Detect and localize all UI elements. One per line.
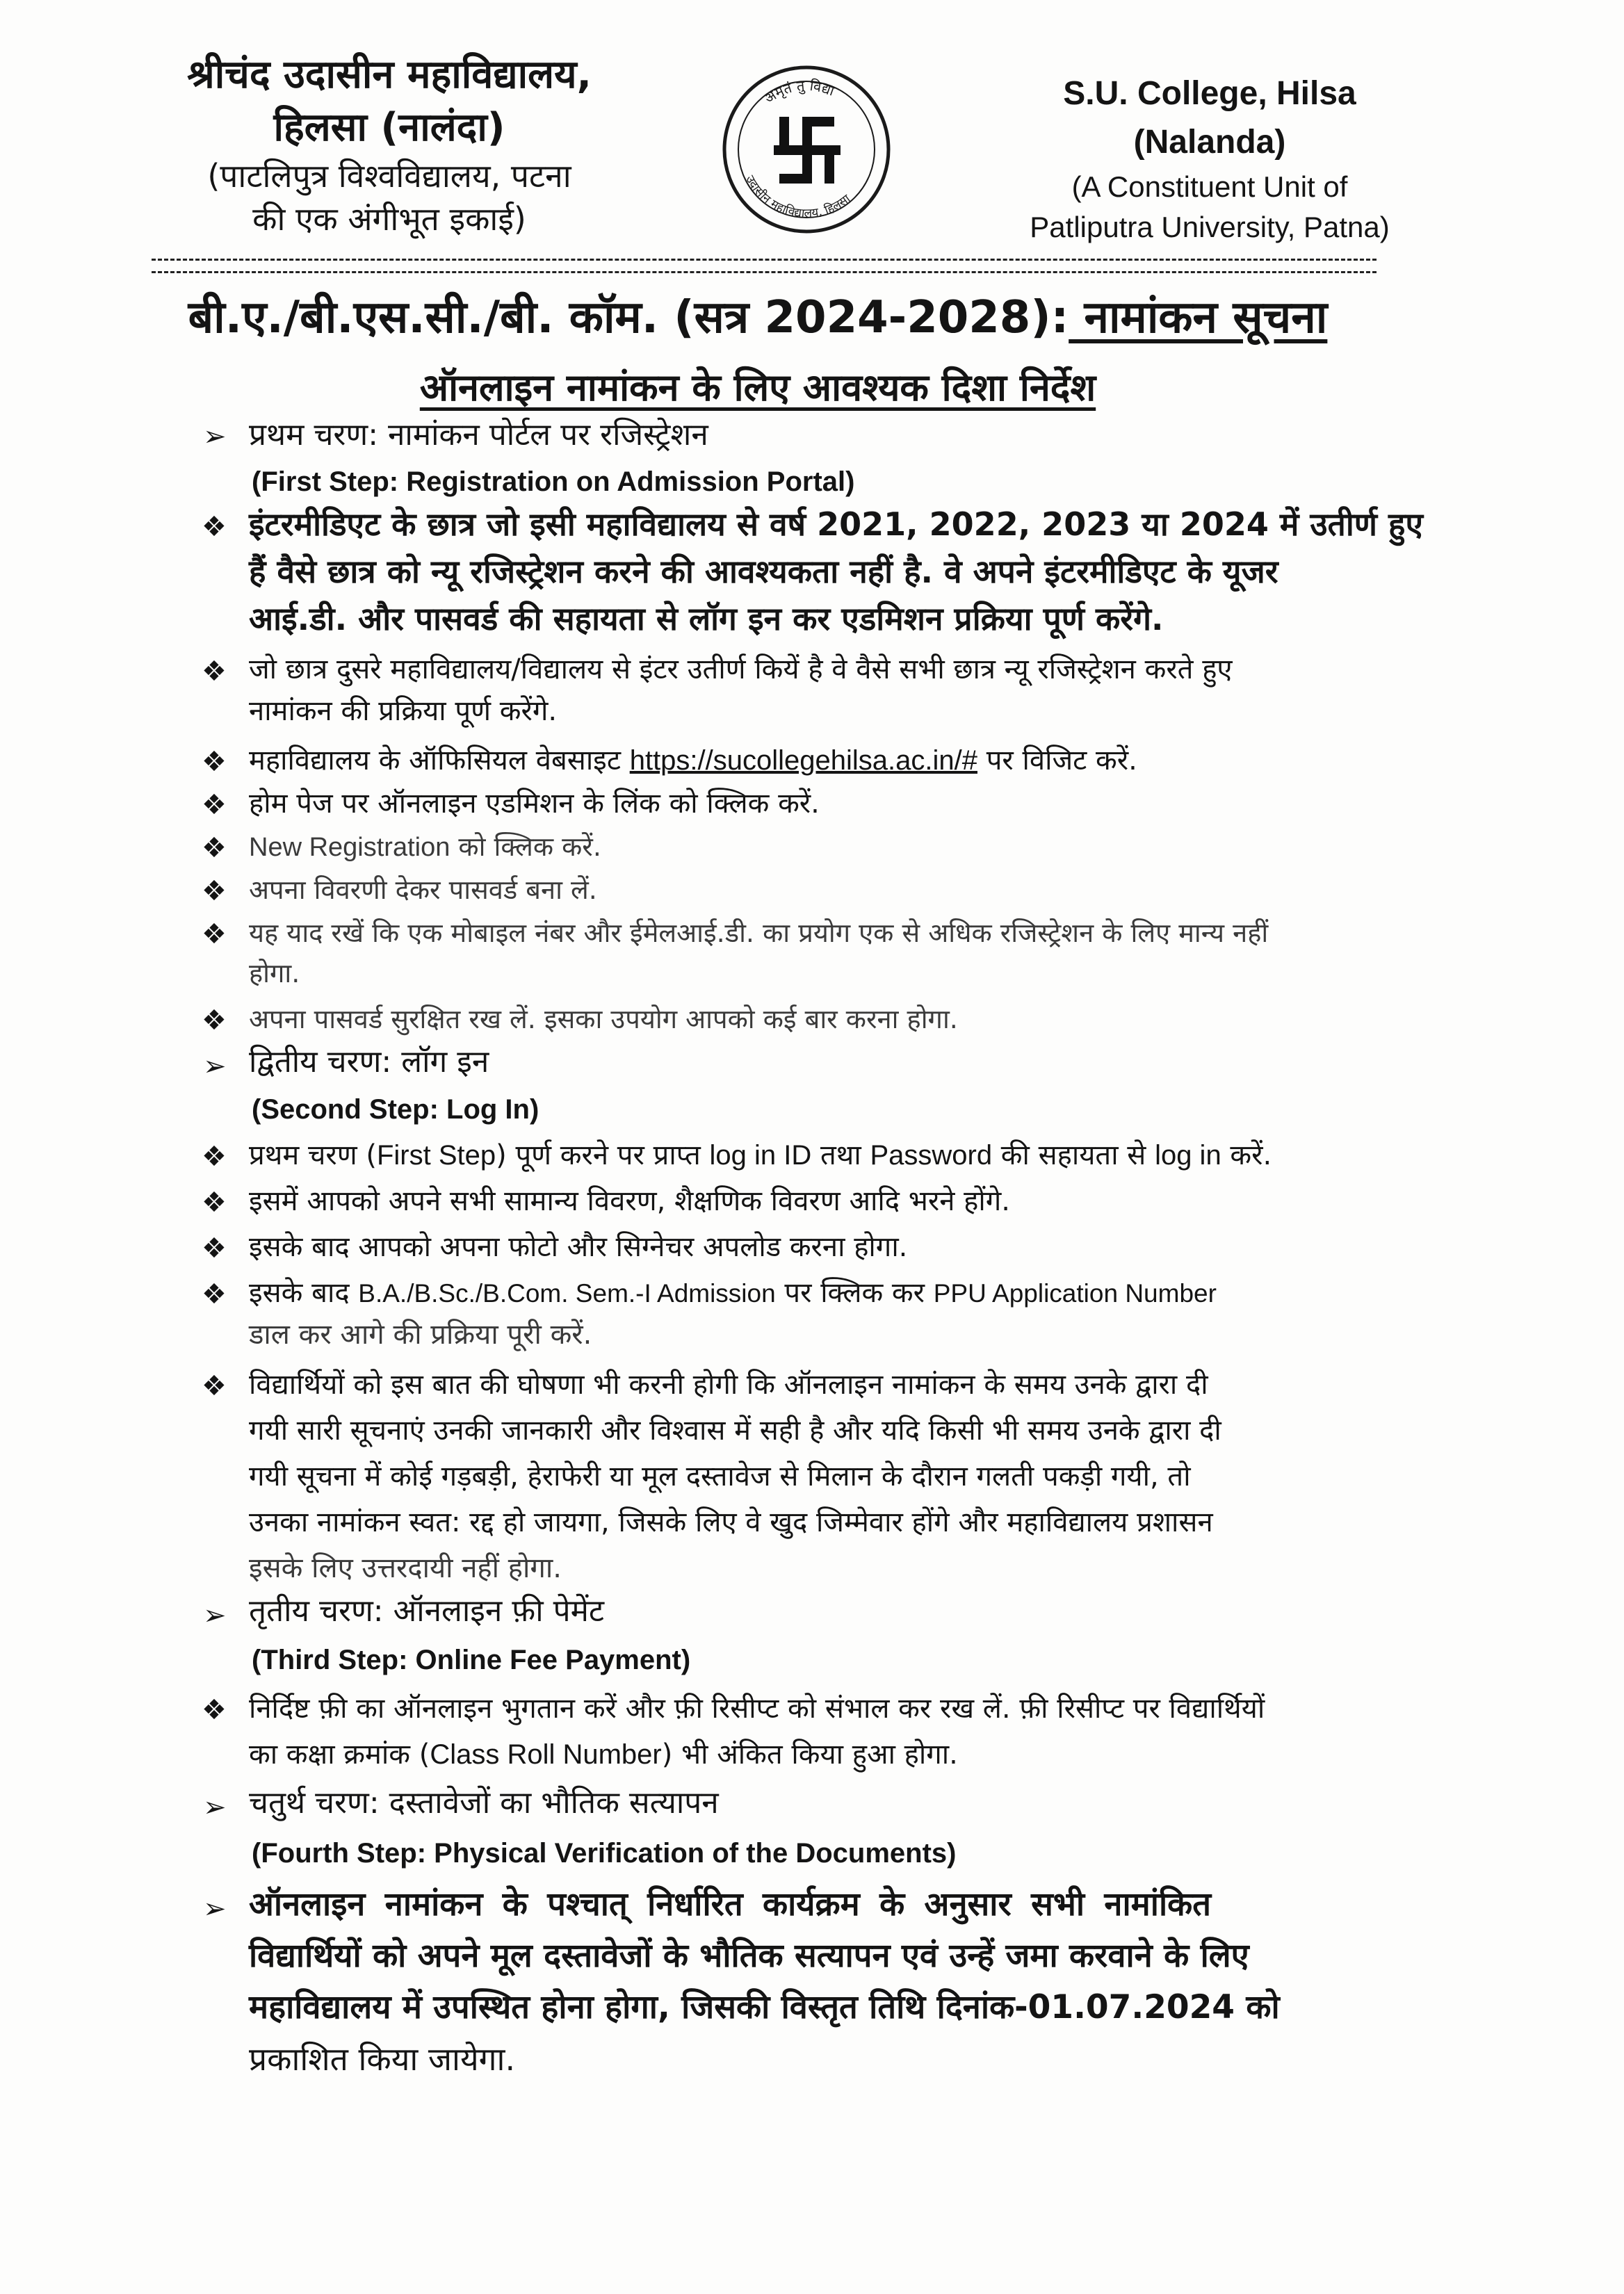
step4-english: (Fourth Step: Physical Verification of the Documents) [252,1838,957,1869]
step1-p5-en: New Registration [249,833,450,862]
bullet-marker: ❖ [202,1187,227,1219]
step1-p7-line1: यह याद रखें कि एक मोबाइल नंबर और ईमेलआई.डी. का प्रयोग एक से अधिक रजिस्ट्रेशन के लिए मान्य नहीं [249,918,1269,948]
step2-p4-c: पर क्लिक कर [775,1277,934,1309]
step2-p1-g: की सहायता से [992,1139,1155,1171]
bullet-marker: ❖ [202,1141,227,1173]
bullet-marker: ❖ [202,511,227,543]
step2-p1-i: करें. [1221,1139,1272,1171]
step3-english: (Third Step: Online Fee Payment) [252,1645,691,1675]
step3-heading: तृतीय चरण: ऑनलाइन फ़ी पेमेंट [249,1593,605,1629]
step3-p1-line2-b: Class Roll Number [430,1739,662,1770]
hindi-name-line1: श्रीचंद उदासीन महाविद्यालय, [187,52,592,97]
step3-p1-line2-a: का कक्षा क्रमांक ( [249,1739,430,1771]
step2-heading: द्वितीय चरण: लॉग इन [249,1044,489,1080]
step2-p5-line1: विद्यार्थियों को इस बात की घोषणा भी करनी होगी कि ऑनलाइन नामांकन के समय उनके द्वारा दी [249,1369,1208,1401]
step4-final-line3: महाविद्यालय में उपस्थित होना होगा, जिसकी विस्तृत तिथि दिनांक-01.07.2024 को [249,1988,1280,2026]
step2-p1-d: log in ID [709,1140,812,1171]
step2-english: (Second Step: Log In) [252,1094,539,1125]
header-divider-bottom [152,271,1377,273]
arrow-marker: ➢ [203,1050,227,1082]
step2-p1-h: log in [1155,1140,1221,1171]
bullet-marker: ❖ [202,1004,227,1036]
step2-p1 [249,1136,1272,1175]
step1-english: (First Step: Registration on Admission Portal) [252,466,855,497]
step1-p4: होम पेज पर ऑनलाइन एडमिशन के लिंक को क्लिक करें. [249,788,820,820]
step1-p1-line2: हैं वैसे छात्र को न्यू रजिस्ट्रेशन करने की आवश्यकता नहीं है. वे अपने इंटरमीडिएट के यूजर [249,553,1278,590]
step1-p5-hi: को क्लिक करें. [450,831,601,862]
title-prefix: बी.ए./बी.एस.सी./बी. कॉम. (सत्र 2024-2028): [188,292,1069,343]
notice-subtitle [167,360,1349,416]
bullet-marker: ❖ [202,1233,227,1264]
bullet-marker: ❖ [202,832,227,864]
bullet-marker: ❖ [202,918,227,950]
step2-p4-b: B.A./B.Sc./B.Com. Sem.-I Admission [358,1279,776,1308]
step3-p1-line2 [249,1735,958,1774]
bullet-marker: ❖ [202,875,227,907]
arrow-marker: ➢ [203,1791,227,1823]
college-name-hindi [125,49,653,241]
arrow-marker: ➢ [203,1600,227,1632]
step4-final-line4: प्रकाशित किया जायेगा. [249,2040,516,2078]
step2-p2: इसमें आपको अपने सभी सामान्य विवरण, शैक्षणिक विवरण आदि भरने होंगे. [249,1185,1010,1217]
notice-title [167,286,1349,349]
step3-p1-line2-c: ) भी अंकित किया हुआ होगा. [661,1739,958,1771]
step2-p4-line2: डाल कर आगे की प्रक्रिया पूरी करें. [249,1319,592,1351]
step2-p1-c: ) पूर्ण करने पर प्राप्त [496,1139,710,1171]
hindi-name-line2: हिलसा (नालंदा) [273,105,505,150]
step1-heading: प्रथम चरण: नामांकन पोर्टल पर रजिस्ट्रेशन [249,417,708,453]
subtitle-text: ऑनलाइन नामांकन के लिए आवश्यक दिशा निर्देश [419,366,1096,409]
bullet-marker: ❖ [202,746,227,778]
step1-p1-line1: इंटरमीडिएट के छात्र जो इसी महाविद्यालय से वर्ष 2021, 2022, 2023 या 2024 में उतीर्ण हुए [249,505,1423,543]
step2-p5-line4: उनका नामांकन स्वत: रद्द हो जायगा, जिसके लिए वे खुद जिम्मेवार होंगे और महाविद्यालय प्रशासन [249,1506,1213,1538]
college-website-link[interactable]: https://sucollegehilsa.ac.in/# [629,745,977,776]
step1-p2-line1: जो छात्र दुसरे महाविद्यालय/विद्यालय से इंटर उतीर्ण कियें है वे वैसे सभी छात्र न्यू रजिस्ट्रेशन करते हुए [249,653,1233,685]
step1-p7-line2: होगा. [249,958,300,989]
english-name-line2: (Nalanda) [1133,124,1286,161]
college-name-english [945,70,1474,247]
hindi-affiliation-line1: (पाटलिपुत्र विश्वविद्यालय, पटना [207,157,571,195]
step2-p1-f: Password [870,1140,993,1171]
hindi-affiliation-line2: की एक अंगीभूत इकाई) [252,200,526,238]
step2-p1-e: तथा [811,1139,870,1171]
step2-p5-line2: गयी सारी सूचनाएं उनकी जानकारी और विश्वास में सही है और यदि किसी भी समय उनके द्वारा दी [249,1415,1221,1447]
swastika-icon [774,117,841,184]
english-affiliation-line1: (A Constituent Unit of [1071,170,1348,203]
step4-heading: चतुर्थ चरण: दस्तावेजों का भौतिक सत्यापन [249,1785,719,1821]
bullet-marker: ❖ [202,789,227,821]
step1-p3 [249,741,1137,780]
bullet-marker: ❖ [202,656,227,688]
step2-p1-a: प्रथम चरण ( [249,1139,377,1171]
svg-text:अमृतं तु विद्या [761,77,837,107]
step3-p1-line1: निर्दिष्ट फ़ी का ऑनलाइन भुगतान करें और फ़ी रिसीप्ट को संभाल कर रख लें. फ़ी रिसीप्ट पर विद्यार्थियों [249,1693,1265,1725]
english-name-line1: S.U. College, Hilsa [1063,75,1356,112]
step1-p8: अपना पासवर्ड सुरक्षित रख लें. इसका उपयोग आपको कई बार करना होगा. [249,1004,958,1034]
step2-p3: इसके बाद आपको अपना फोटो और सिग्नेचर अपलोड करना होगा. [249,1231,908,1263]
step2-p1-b: First Step [376,1140,496,1171]
english-affiliation-line2: Patliputra University, Patna) [1030,211,1390,243]
step2-p4-line1 [249,1274,1217,1313]
step1-p2-line2: नामांकन की प्रक्रिया पूर्ण करेंगे. [249,695,558,727]
step2-p4-a: इसके बाद [249,1277,359,1309]
step4-final-line2: विद्यार्थियों को अपने मूल दस्तावेजों के भौतिक सत्यापन एवं उन्हें जमा करवाने के लिए [249,1937,1249,1975]
step1-p3-before: महाविद्यालय के ऑफिसियल वेबसाइट [249,745,630,776]
step2-p4-d: PPU Application Number [933,1279,1217,1308]
bullet-marker: ❖ [202,1370,227,1402]
arrow-marker: ➢ [203,1893,227,1925]
seal-text-bottom: उदासीन महाविद्यालय, हिलसा [742,173,854,221]
step1-p3-after: पर विजिट करें. [977,745,1137,776]
seal-text-top: अमृतं तु विद्या [761,76,837,107]
bullet-marker: ❖ [202,1694,227,1726]
college-seal-logo [720,63,893,236]
title-suffix: नामांकन सूचना [1069,292,1328,343]
header-divider-top [152,259,1377,261]
step1-p5 [249,827,601,867]
step1-p6: अपना विवरणी देकर पासवर्ड बना लें. [249,875,597,905]
step2-p5-line5: इसके लिए उत्तरदायी नहीं होगा. [249,1552,562,1584]
bullet-marker: ❖ [202,1278,227,1310]
arrow-marker: ➢ [203,421,227,453]
step2-p5-line3: गयी सूचना में कोई गड़बड़ी, हेराफेरी या मूल दस्तावेज से मिलान के दौरान गलती पकड़ी गयी, तो [249,1461,1191,1492]
step1-p1-line3: आई.डी. और पासवर्ड की सहायता से लॉग इन कर एडमिशन प्रक्रिया पूर्ण करेंगे. [249,600,1164,637]
step4-final-line1: ऑनलाइन नामांकन के पश्चात् निर्धारित कार्यक्रम के अनुसार सभी नामांकित [249,1885,1212,1923]
